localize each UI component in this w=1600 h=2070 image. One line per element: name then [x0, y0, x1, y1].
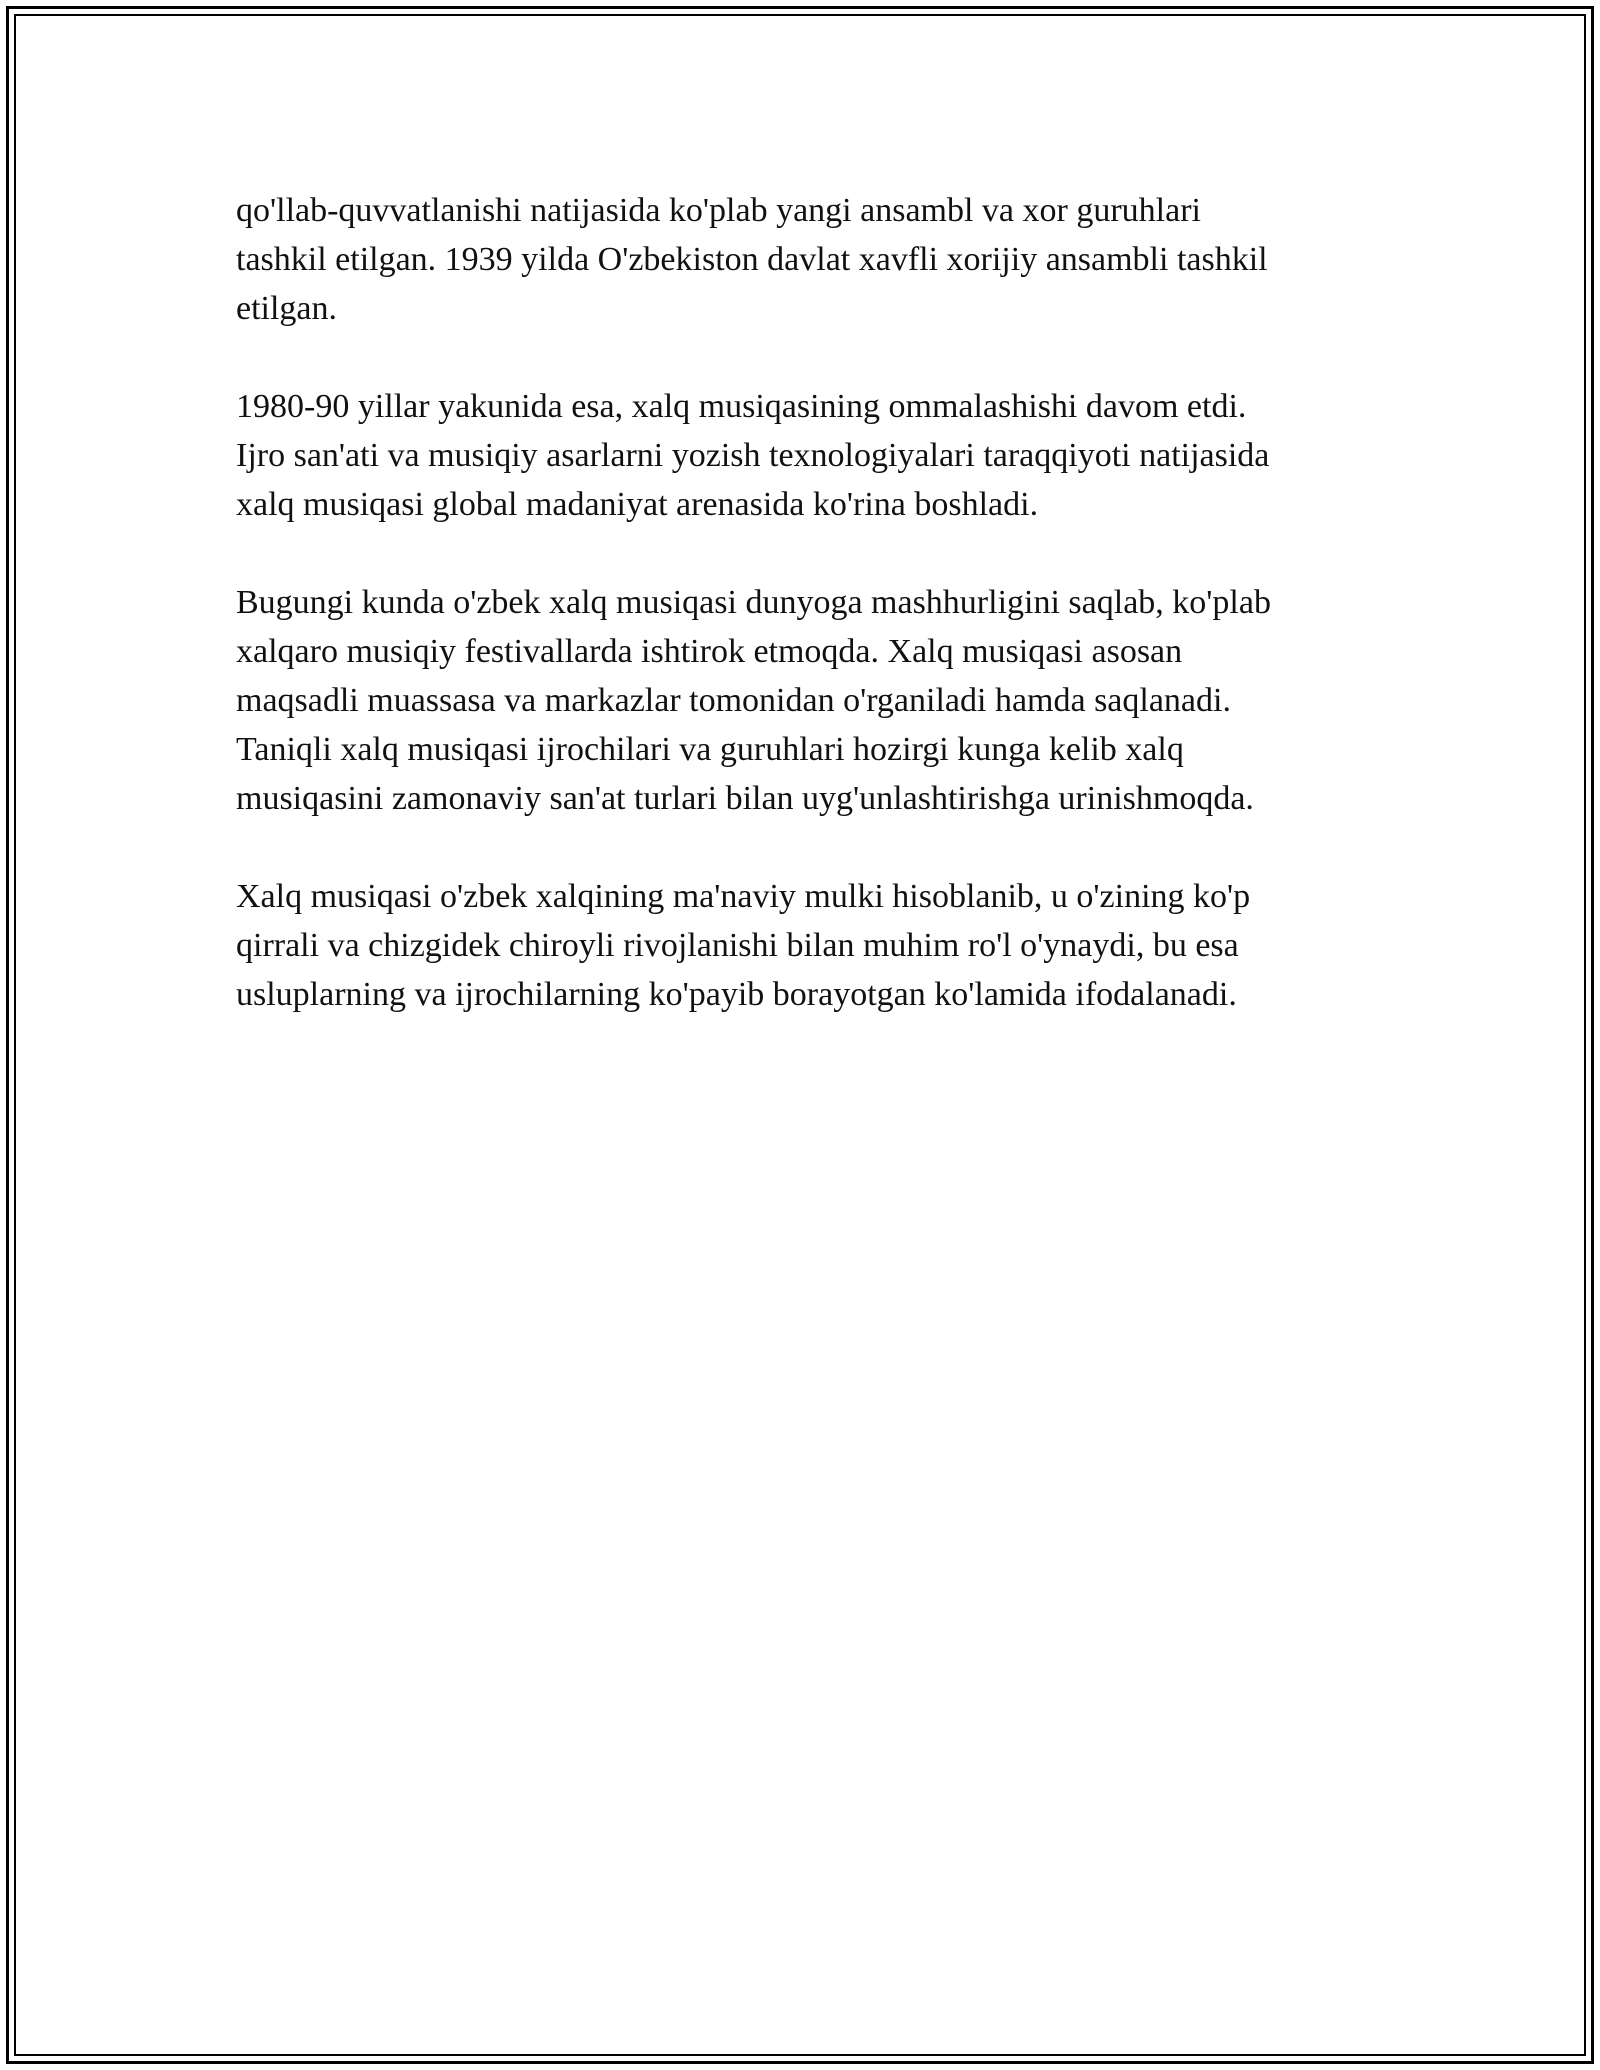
- paragraph-1: qo'llab-quvvatlanishi natijasida ko'plab yangi ansambl va xor guruhlari tashkil etilgan. 1939 yilda O'zbekiston davlat xavfli xorijiy ansambli tashkil etilgan.: [236, 192, 1268, 327]
- paragraph-4: Xalq musiqasi o'zbek xalqining ma'naviy mulki hisoblanib, u o'zining ko'p qirrali va chizgidek chiroyli rivojlanishi bilan muhim ro'l o'ynaydi, bu esa usluplarning va ijrochilarning ko'payib borayotgan ko'lamida ifodalanadi.: [236, 878, 1251, 1013]
- paragraph-3: Bugungi kunda o'zbek xalq musiqasi dunyoga mashhurligini saqlab, ko'plab xalqaro musiqiy festivallarda ishtirok etmoqda. Xalq musiqasi asosan maqsadli muassasa va markazlar tomonidan o'rganiladi hamda saqlanadi. Taniqli xalq musiqasi ijrochilari va guruhlari hozirgi kunga kelib xalq musiqasini zamonaviy san'at turlari bilan uyg'unlashtirishga urinishmoqda.: [236, 584, 1271, 817]
- document-body: [236, 186, 1366, 1068]
- paragraph-2: 1980-90 yillar yakunida esa, xalq musiqasining ommalashishi davom etdi. Ijro san'ati va musiqiy asarlarni yozish texnologiyalari taraqqiyoti natijasida xalq musiqasi global madaniyat arenasida ko'rina boshladi.: [236, 388, 1270, 523]
